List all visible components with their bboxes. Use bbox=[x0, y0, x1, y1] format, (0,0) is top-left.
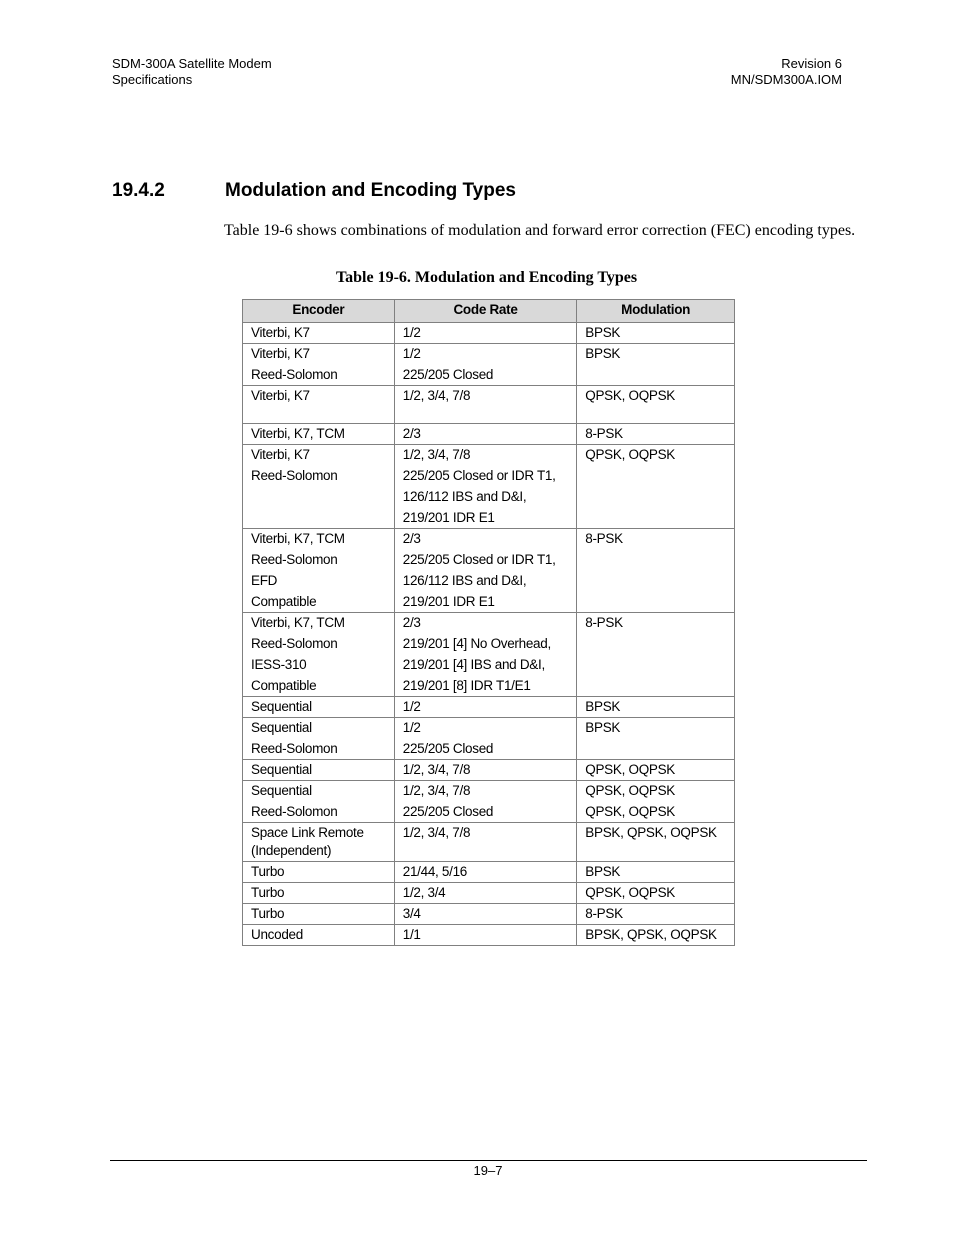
cell-line: QPSK, OQPSK bbox=[585, 885, 676, 900]
cell-line: Reed-Solomon bbox=[251, 741, 338, 756]
encoder-cell bbox=[243, 904, 395, 925]
cell-line: 126/112 IBS and D&I, bbox=[402, 573, 527, 588]
cell-line: Reed-Solomon bbox=[251, 367, 338, 382]
code-rate-cell bbox=[394, 823, 577, 862]
cell-line: Reed-Solomon bbox=[251, 804, 338, 819]
cell-line: 219/201 IDR E1 bbox=[402, 594, 495, 609]
code-rate-cell bbox=[394, 529, 577, 613]
cell-line: BPSK bbox=[585, 720, 621, 735]
cell-line: QPSK, OQPSK bbox=[585, 804, 676, 819]
table-row bbox=[243, 781, 735, 823]
code-rate-cell bbox=[394, 697, 577, 718]
cell-line: BPSK bbox=[585, 325, 621, 340]
modulation-cell bbox=[577, 697, 735, 718]
modulation-cell bbox=[577, 386, 735, 424]
modulation-cell bbox=[577, 883, 735, 904]
cell-line: Turbo bbox=[251, 885, 285, 900]
encoder-cell bbox=[243, 386, 395, 424]
table-header-row bbox=[243, 300, 735, 323]
table-row bbox=[243, 323, 735, 344]
cell-line: BPSK bbox=[585, 346, 621, 361]
cell-line: 126/112 IBS and D&I, bbox=[402, 489, 527, 504]
modulation-cell bbox=[577, 613, 735, 697]
modulation-cell bbox=[577, 760, 735, 781]
cell-line: 21/44, 5/16 bbox=[402, 864, 468, 879]
header-product-title: SDM-300A Satellite Modem bbox=[112, 56, 272, 71]
encoding-table bbox=[242, 299, 735, 946]
encoder-cell bbox=[243, 697, 395, 718]
table-row bbox=[243, 904, 735, 925]
code-rate-cell bbox=[394, 613, 577, 697]
table-row bbox=[243, 424, 735, 445]
modulation-cell bbox=[577, 344, 735, 386]
modulation-cell bbox=[577, 718, 735, 760]
code-rate-cell bbox=[394, 781, 577, 823]
cell-line: 2/3 bbox=[402, 615, 421, 630]
cell-line: 225/205 Closed bbox=[402, 367, 494, 382]
cell-line: BPSK, QPSK, OQPSK bbox=[585, 825, 717, 840]
code-rate-cell bbox=[394, 760, 577, 781]
cell-line: Viterbi, K7, TCM bbox=[251, 615, 345, 630]
cell-line: QPSK, OQPSK bbox=[585, 388, 676, 403]
table-row bbox=[243, 697, 735, 718]
section-heading bbox=[112, 180, 516, 202]
cell-line: Viterbi, K7 bbox=[251, 388, 310, 403]
cell-line: Viterbi, K7 bbox=[251, 346, 310, 361]
cell-line: 2/3 bbox=[402, 426, 421, 441]
table-row bbox=[243, 529, 735, 613]
cell-line: 225/205 Closed or IDR T1, bbox=[402, 468, 556, 483]
table-row bbox=[243, 883, 735, 904]
encoder-cell bbox=[243, 862, 395, 883]
cell-line: Viterbi, K7 bbox=[251, 447, 310, 462]
cell-line: 1/2, 3/4, 7/8 bbox=[402, 388, 471, 403]
modulation-cell bbox=[577, 445, 735, 529]
cell-line: 8-PSK bbox=[585, 906, 623, 921]
cell-line: Compatible bbox=[251, 678, 317, 693]
cell-line: 225/205 Closed bbox=[402, 804, 494, 819]
cell-line: Viterbi, K7, TCM bbox=[251, 531, 345, 546]
encoder-cell bbox=[243, 445, 395, 529]
cell-line: Compatible bbox=[251, 594, 317, 609]
cell-line: 219/201 [8] IDR T1/E1 bbox=[402, 678, 531, 693]
cell-line: BPSK, QPSK, OQPSK bbox=[585, 927, 717, 942]
footer-rule bbox=[110, 1160, 867, 1161]
cell-line: 1/2 bbox=[402, 699, 421, 714]
header-revision: Revision 6 bbox=[781, 56, 842, 71]
code-rate-cell bbox=[394, 925, 577, 946]
running-header-left bbox=[112, 56, 272, 88]
encoder-cell bbox=[243, 424, 395, 445]
cell-line: Sequential bbox=[251, 720, 312, 735]
modulation-cell bbox=[577, 862, 735, 883]
cell-line: 219/201 [4] No Overhead, bbox=[402, 636, 551, 651]
table-row bbox=[243, 760, 735, 781]
code-rate-cell bbox=[394, 904, 577, 925]
modulation-cell bbox=[577, 323, 735, 344]
encoder-cell bbox=[243, 529, 395, 613]
code-rate-cell bbox=[394, 718, 577, 760]
cell-line: 1/2 bbox=[402, 346, 421, 361]
cell-line: BPSK bbox=[585, 699, 621, 714]
cell-line: QPSK, OQPSK bbox=[585, 762, 676, 777]
header-document-number: MN/SDM300A.IOM bbox=[730, 72, 842, 87]
encoder-cell bbox=[243, 613, 395, 697]
table-row bbox=[243, 718, 735, 760]
cell-line: 1/2, 3/4, 7/8 bbox=[402, 825, 471, 840]
modulation-cell bbox=[577, 823, 735, 862]
encoder-cell bbox=[243, 718, 395, 760]
cell-line: BPSK bbox=[585, 864, 621, 879]
cell-line: Reed-Solomon bbox=[251, 468, 338, 483]
cell-line: Turbo bbox=[251, 864, 285, 879]
cell-line: 8-PSK bbox=[585, 615, 623, 630]
encoder-cell bbox=[243, 925, 395, 946]
cell-line: 2/3 bbox=[402, 531, 421, 546]
table-row bbox=[243, 925, 735, 946]
cell-line: IESS-310 bbox=[251, 657, 307, 672]
cell-line: 1/2, 3/4 bbox=[402, 885, 446, 900]
code-rate-cell bbox=[394, 323, 577, 344]
cell-line: 225/205 Closed bbox=[402, 741, 494, 756]
cell-line: Uncoded bbox=[251, 927, 303, 942]
code-rate-cell bbox=[394, 445, 577, 529]
section-title: Modulation and Encoding Types bbox=[225, 180, 516, 201]
encoder-cell bbox=[243, 823, 395, 862]
modulation-cell bbox=[577, 529, 735, 613]
column-header-modulation: Modulation bbox=[577, 300, 735, 323]
code-rate-cell bbox=[394, 344, 577, 386]
table-body bbox=[243, 323, 735, 946]
cell-line: EFD bbox=[251, 573, 278, 588]
table-row bbox=[243, 862, 735, 883]
cell-line: Turbo bbox=[251, 906, 285, 921]
cell-line: Reed-Solomon bbox=[251, 636, 338, 651]
table-caption: Table 19-6. Modulation and Encoding Types bbox=[335, 269, 638, 286]
code-rate-cell bbox=[394, 883, 577, 904]
table-row bbox=[243, 823, 735, 862]
cell-line: Viterbi, K7 bbox=[251, 325, 310, 340]
cell-line: Reed-Solomon bbox=[251, 552, 338, 567]
code-rate-cell bbox=[394, 862, 577, 883]
header-chapter-title: Specifications bbox=[112, 72, 193, 87]
cell-line: 225/205 Closed or IDR T1, bbox=[402, 552, 556, 567]
cell-line: Sequential bbox=[251, 699, 312, 714]
encoder-cell bbox=[243, 883, 395, 904]
cell-line: 1/2 bbox=[402, 720, 421, 735]
cell-line: 1/2, 3/4, 7/8 bbox=[402, 762, 471, 777]
encoder-cell bbox=[243, 781, 395, 823]
column-header-code-rate: Code Rate bbox=[394, 300, 577, 323]
encoder-cell bbox=[243, 760, 395, 781]
running-header-right bbox=[731, 56, 842, 88]
section-number: 19.4.2 bbox=[112, 180, 165, 201]
modulation-cell bbox=[577, 424, 735, 445]
cell-line: 8-PSK bbox=[585, 426, 623, 441]
code-rate-cell bbox=[394, 386, 577, 424]
cell-line: 219/201 IDR E1 bbox=[402, 510, 495, 525]
modulation-cell bbox=[577, 925, 735, 946]
code-rate-cell bbox=[394, 424, 577, 445]
encoder-cell bbox=[243, 344, 395, 386]
table-row bbox=[243, 445, 735, 529]
cell-line: Sequential bbox=[251, 762, 312, 777]
modulation-cell bbox=[577, 904, 735, 925]
cell-line: 8-PSK bbox=[585, 531, 623, 546]
cell-line: 1/2, 3/4, 7/8 bbox=[402, 783, 471, 798]
cell-line: 1/2 bbox=[402, 325, 421, 340]
cell-line: Viterbi, K7, TCM bbox=[251, 426, 345, 441]
table-row bbox=[243, 344, 735, 386]
cell-line: Sequential bbox=[251, 783, 312, 798]
cell-line: QPSK, OQPSK bbox=[585, 783, 676, 798]
modulation-cell bbox=[577, 781, 735, 823]
intro-paragraph: Table 19-6 shows combinations of modulation and forward error correction (FEC) encoding types. bbox=[224, 222, 856, 239]
encoder-cell bbox=[243, 323, 395, 344]
cell-line: 1/2, 3/4, 7/8 bbox=[402, 447, 471, 462]
cell-line: Space Link Remote bbox=[251, 825, 364, 840]
cell-line: 219/201 [4] IBS and D&I, bbox=[402, 657, 545, 672]
cell-line: (Independent) bbox=[251, 843, 332, 858]
table-row bbox=[243, 386, 735, 424]
cell-line: 3/4 bbox=[402, 906, 421, 921]
page-number: 19–7 bbox=[473, 1163, 503, 1178]
table-row bbox=[243, 613, 735, 697]
cell-line: QPSK, OQPSK bbox=[585, 447, 676, 462]
cell-line: 1/1 bbox=[402, 927, 421, 942]
column-header-encoder: Encoder bbox=[243, 300, 395, 323]
